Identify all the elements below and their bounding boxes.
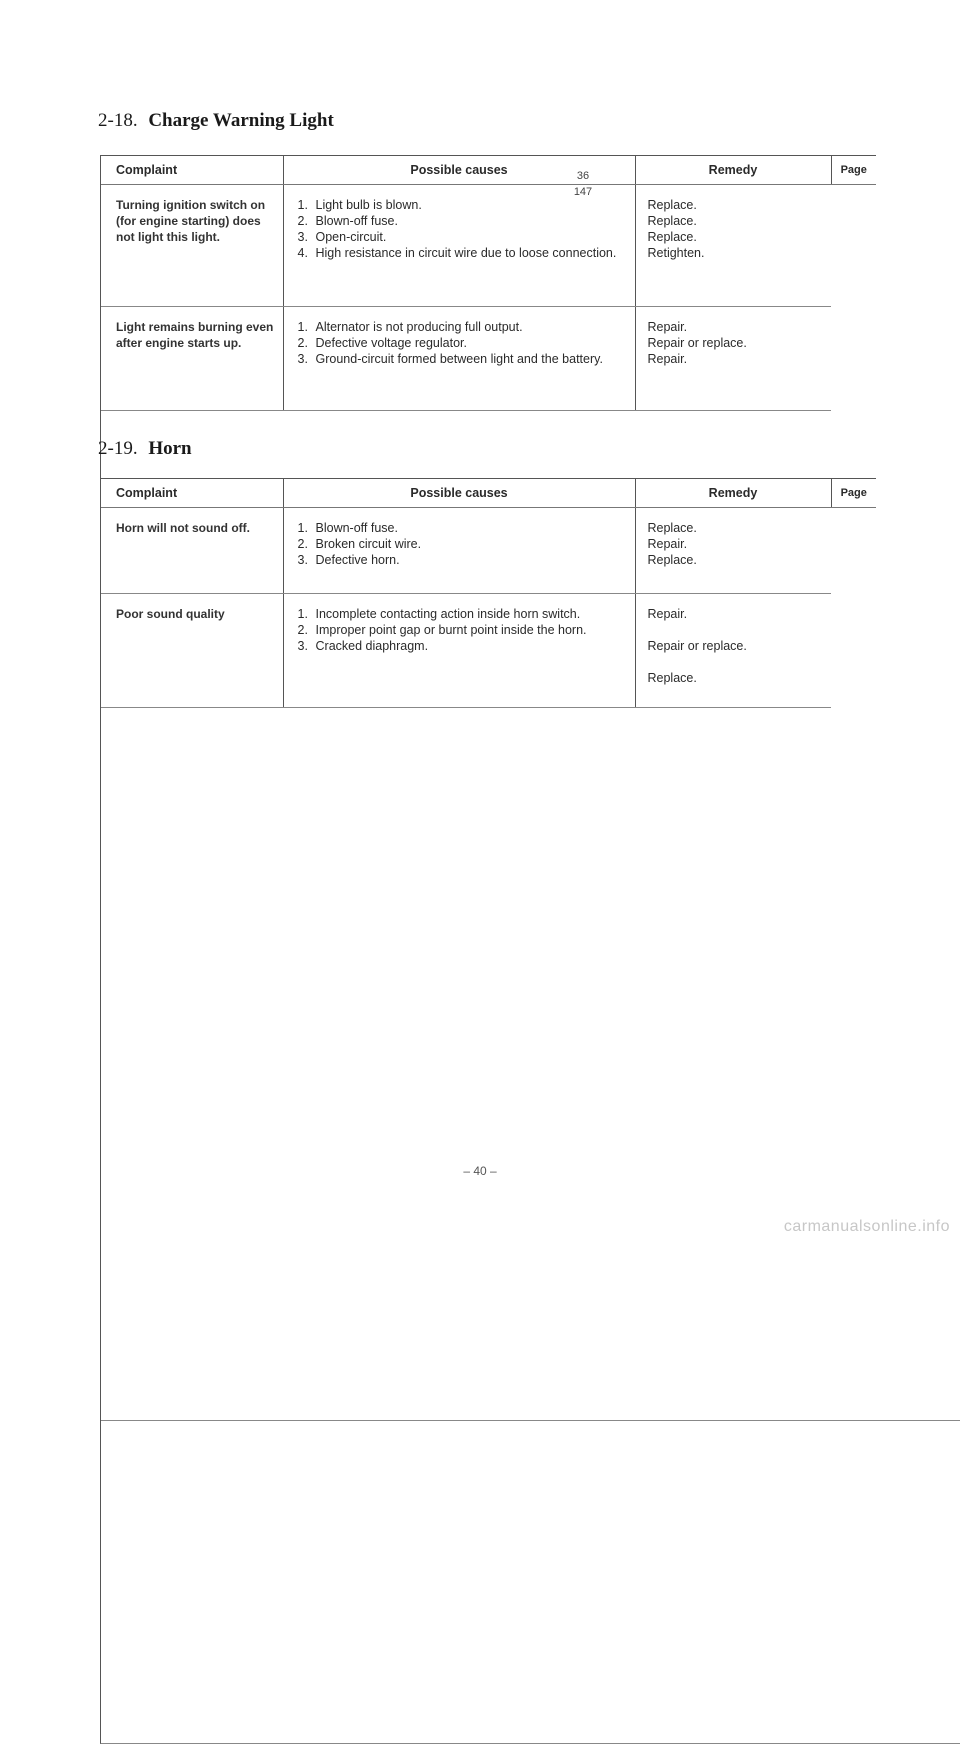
section-number: 2-18. [98,110,138,131]
cause-text: High resistance in circuit wire due to loose connection. [315,246,617,260]
remedy-item: Repair or replace. [647,336,747,350]
remedy-item: Repair. [647,537,688,551]
page-ref: 36 [576,169,590,182]
cause-number: 3. [297,230,308,244]
section-title-charge-warning-light [98,110,334,132]
remedy-item: Replace. [647,198,697,212]
header-remedy: Remedy [635,479,831,508]
cause-text: Defective voltage regulator. [315,336,467,350]
watermark: carmanualsonline.info [783,1218,950,1235]
cause-number: 2. [297,623,308,637]
remedy-item: Replace. [647,671,697,685]
remedy-item: Replace. [647,521,697,535]
header-page: Page [831,479,876,508]
cause-number: 3. [297,553,308,567]
cause-number: 1. [297,607,308,621]
complaint-cell: Horn will not sound off. [100,508,283,594]
section-number: 2-19. [98,438,138,459]
remedy-item: Replace. [647,553,697,567]
horn-table [100,478,876,708]
header-possible-causes: Possible causes [283,479,635,508]
complaint-cell: Light remains burning even after engine starts up. [100,307,283,411]
remedy-item: Repair. [647,607,688,621]
cause-text: Ground-circuit formed between light and the battery. [315,352,603,366]
cause-number: 1. [297,521,308,535]
header-remedy: Remedy [635,156,831,185]
remedy-item: Repair or replace. [647,639,747,653]
section-name: Horn [148,438,192,459]
cause-text: Light bulb is blown. [315,198,422,212]
header-complaint: Complaint [100,156,283,185]
header-complaint: Complaint [100,479,283,508]
cause-text: Blown-off fuse. [315,521,398,535]
cause-number: 2. [297,336,308,350]
page-number: – 40 – [463,1164,497,1178]
page-ref: 147 [573,185,593,198]
cause-number: 1. [297,198,308,212]
page-cell [100,479,960,1744]
cause-number: 3. [297,352,308,366]
header-page: Page [831,156,876,185]
remedy-item: Replace. [647,230,697,244]
complaint-cell: Turning ignition switch on (for engine starting) does not light this light. [100,185,283,307]
cause-text: Broken circuit wire. [315,537,422,551]
cause-number: 3. [297,639,308,653]
cause-text: Alternator is not producing full output. [315,320,523,334]
table-row [100,594,876,708]
cause-text: Blown-off fuse. [315,214,398,228]
section-name: Charge Warning Light [148,110,334,131]
cause-number: 2. [297,537,308,551]
cause-text: Incomplete contacting action inside horn switch. [315,607,581,621]
remedy-item: Repair. [647,352,688,366]
charge-warning-light-table [100,155,876,411]
remedy-item: Replace. [647,214,697,228]
cause-number: 2. [297,214,308,228]
cause-number: 4. [297,246,308,260]
cause-text: Defective horn. [315,553,400,567]
remedy-item: Repair. [647,320,688,334]
header-possible-causes: Possible causes [283,156,635,185]
section-title-horn [98,438,192,460]
cause-text: Open-circuit. [315,230,387,244]
table-row [100,307,876,411]
cause-number: 1. [297,320,308,334]
cause-text: Cracked diaphragm. [315,639,429,653]
remedy-item: Retighten. [647,246,705,260]
complaint-cell: Poor sound quality [100,594,283,708]
cause-text: Improper point gap or burnt point inside the horn. [315,623,587,637]
